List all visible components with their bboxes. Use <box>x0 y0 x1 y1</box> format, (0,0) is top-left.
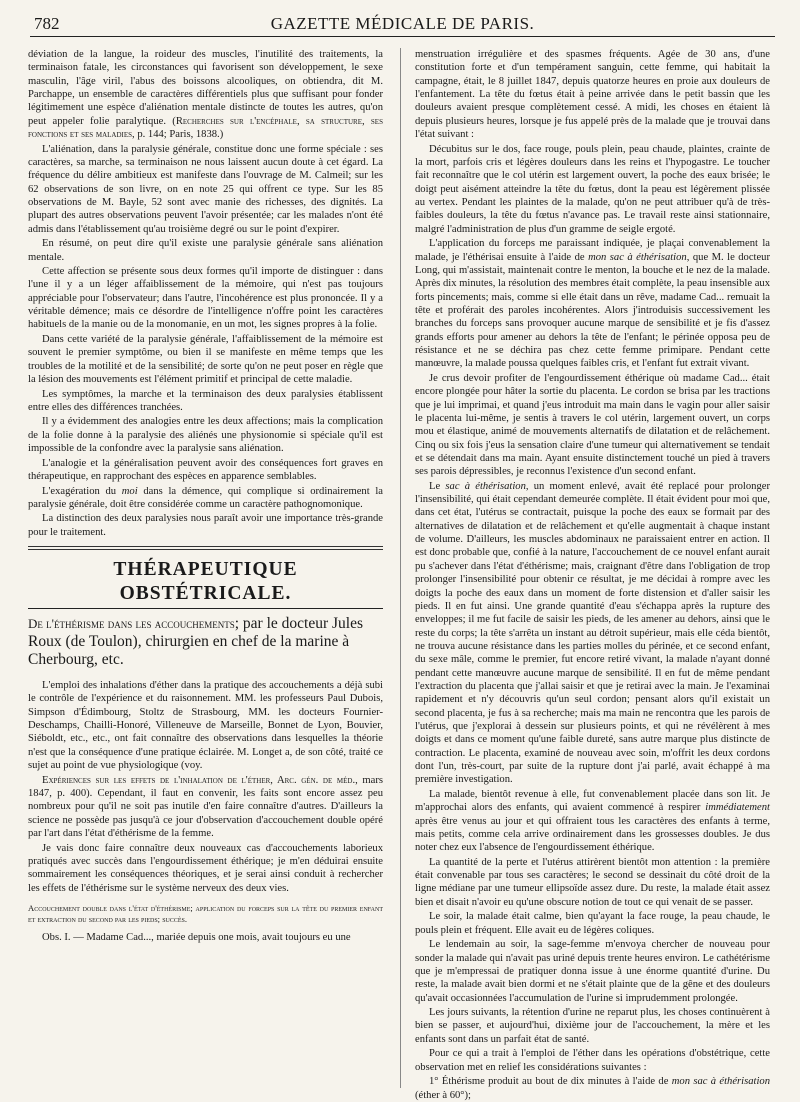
paragraph: menstruation irrégulière et des spasmes fréquents. Agée de 30 ans, d'une constitution forte et d'un tempérament sanguin, cette femme, qui habitait la campagne, était, le 8 juillet 1847, depuis quatorze heures en proie aux douleurs de l'enfantement. La tête du fœtus était à peine arrivée dans le petit bassin que les douleurs avaient presque complètement cessé. A midi, les choses en étaient là depuis plusieurs heures, lorsque je fus appelé près de la malade que je trouvai dans l'état suivant : <box>415 49 770 141</box>
reference: Recherches sur l'encéphale, sa structure, ses fonctions et ses maladies <box>28 115 383 141</box>
paragraph: déviation de la langue, la roideur des muscles, l'inutilité des traitements, la terminaison fatale, les circonstances qui favorisent son développement, le sexe masculin, l'âge viril, l'abus des boissons alcooliques, on obtiendra, dit M. Parchappe, un ensemble de caractères différentiels plus que suffisant pour fonder légitimement une espèce d'aliénation mentale distincte de toutes les autres, qu'on peut appeler folie paralytique. (Recherches sur l'encéphale, sa structure, ses fonctions et ses maladies, p. 144; Paris, 1838.) <box>28 49 383 141</box>
section-divider <box>28 546 383 550</box>
section-title: THÉRAPEUTIQUE OBSTÉTRICALE. <box>28 558 383 609</box>
paragraph: Le soir, la malade était calme, bien qu'ayant la face rouge, la peau chaude, le pouls plein et fréquent. Elle avait eu de légères coliques. <box>415 911 770 936</box>
paragraph: Il y a évidemment des analogies entre les deux affections; mais la complication de la folie donne à la paralysie des aliénés une physionomie si spéciale qu'il est impossible de la confondre avec la paralysie sans aliénation. <box>28 416 383 455</box>
paragraph: Le sac à éthérisation, un moment enlevé, avait été replacé pour prolonger l'insensibilité, qui était cependant demeurée complète. Il était évident pour moi que, dans cet état, l'utérus se contractait, puisque la poche des eaux se formait par des alternatives de dilatation et de relâchement et qu'elle augmentait à chaque instant de volume. D'ailleurs, les muscles abdominaux ne paraissaient entrer en action. Il est donc probable que, confié à la nature, l'accouchement de ce nouvel enfant aurait pu s'achever dans l'état d'éthérisme; mais, craignant d'être dans l'obligation de trop prolonger l'insensibilité pour obtenir ce résultat, je me décidai à rompre avec les doigts la poche des eaux dans un moment de forte distension et d'aller saisir les pieds. Il en fut ainsi. Une grande quantité d'eau s'échappa après la rupture des enveloppes; il me fut facile de saisir les pieds, de les amener au dehors, ainsi que le reste du corps; la tête s'arrêta un instant au détroit supérieur, mais elle céda bientôt, ne trouva aucune résistance dans les parties molles du périnée, et ce second enfant, du sexe mâle, comme le premier, fut encore retiré vivant, la malade n'ayant donné pendant cette manœuvre aucune marque de sensibilité. Il en fut de même pendant l'extraction du placenta que j'allai saisir et que je retirai avec la main. Je l'examinai rapidement et n'y découvris qu'un seul cordon; pensant alors qu'il existait un second placenta, je fus à sa recherche; mais ma main ne rencontra que les parois de l'utérus, que j'explorai à dessein sur plusieurs points, et qui ne révélèrent à mes doigts et dans ce moment qu'une faible dureté, sans autre marque plus distincte de contraction. Le placenta, examiné de nouveau avec soin, m'offrit les deux cordons dont l'un, très-court, par suite de la rupture dont j'ai parlé, avait échappé à ma première investigation. <box>415 480 770 786</box>
paragraph: L'exagération du moi dans la démence, qui complique si ordinairement la paralysie générale, doit être considérée comme un caractère pathognomonique. <box>28 485 383 510</box>
paragraph: Les symptômes, la marche et la terminaison des deux paralysies établissent entre elles des différences tranchées. <box>28 388 383 413</box>
left-column <box>28 48 383 1093</box>
paragraph: 1° Éthérisme produit au bout de dix minutes à l'aide de mon sac à éthérisation (éther à 60°); <box>415 1076 770 1101</box>
paragraph: La quantité de la perte et l'utérus attirèrent bientôt mon attention : la première était convenable par tous ses caractères; le second se dessinait du côté droit de la ligne médiane par une tumeur ellipsoïde assez dure. Du reste, la malade était assez bien et disait n'avoir eu qu'une obscure notion de tout ce qui venait de se passer. <box>415 856 770 908</box>
paragraph: Je vais donc faire connaître deux nouveaux cas d'accouchements laborieux pratiqués avec succès dans l'engourdissement éthérique; je m'en déduirai ensuite sommairement les conséquences théoriques, et je serai ainsi conduit à rechercher les effets de l'éthérisme sur le système nerveux des deux vies. <box>28 842 383 894</box>
paragraph: Je crus devoir profiter de l'engourdissement éthérique où madame Cad... était encore plongée pour hâter la sortie du placenta. Le cordon se brisa par les tractions que je lui imprimai, et quand j'eus introduit ma main dans le vagin pour aller saisir le placenta lui-même, je sentis à travers le col utérin, largement ouvert, un corps mou et élastique, animé de mouvements alternatifs de dilatation et de relâchement. Cinq ou six fois j'eus la sensation claire d'une tumeur qui alternativement se tendait et se détendait dans ma main. Ayant ensuite distinctement touché un pied à travers ses parois dépressibles, je reconnus l'existence d'un second enfant. <box>415 372 770 478</box>
paragraph: Pour ce qui a trait à l'emploi de l'éther dans les opérations d'obstétrique, cette observation met en relief les considérations suivantes : <box>415 1048 770 1073</box>
paragraph: Décubitus sur le dos, face rouge, pouls plein, peau chaude, plaintes, crainte de la mort, parfois cris et légères douleurs dans les reins et l'hypogastre. Le toucher fait reconnaître que le col utérin est largement ouvert, la poche des eaux brisée; le doigt peut aisément atteindre la tête du fœtus, dont la peau est légèrement plissée au vertex. Pendant les plaintes de la malade, qu'on ne peut attribuer qu'à de très-faibles douleurs, la tête du fœtus n'avance pas. Le travail reste ainsi stationnaire, malgré l'administration de plus d'un gramme de seigle ergoté. <box>415 143 770 235</box>
paragraph: Expériences sur les effets de l'inhalation de l'éther, Arc. gén. de méd., mars 1847, p. 400). Cependant, il faut en convenir, les faits sont encore assez peu nombreux pour qu'il ne soit pas inutile d'en faire connaître d'autres. D'ailleurs la science ne possède pas jusqu'à ce jour d'observation d'accouchement double opéré par l'art dans l'état d'éthérisme de la femme. <box>28 774 383 840</box>
paragraph: Obs. I. — Madame Cad..., mariée depuis one mois, avait toujours eu une <box>42 931 351 943</box>
paragraph: Cette affection se présente sous deux formes qu'il importe de distinguer : dans l'une il y a un léger affaiblissement de la mémoire, qui n'est pas toujours appréciable pour l'observateur; dans l'autre, l'incohérence est plus prononcée. Il y a véritable démence; mais ce désordre de l'intelligence n'offre point les caractères habituels de la manie ou de la monomanie, en un mot, les signes propres à la folie. <box>28 266 383 331</box>
paragraph: L'analogie et la généralisation peuvent avoir des conséquences fort graves en thérapeutique, en rapprochant des espèces en apparence semblables. <box>28 457 383 482</box>
paragraph: La malade, bientôt revenue à elle, fut convenablement placée dans son lit. Je m'approchai alors des enfants, qui avaient commencé à respirer immédiatement après être venus au jour et qui offraient tous les caractères des enfants à terme, mais petits, comme cela arrive ordinairement dans les grossesses doubles. Je dus noter chez eux l'absence de l'engourdissement éthérique. <box>415 788 770 854</box>
running-head: GAZETTE MÉDICALE DE PARIS. <box>270 14 535 33</box>
right-column <box>415 48 771 1101</box>
paragraph: L'application du forceps me paraissant indiquée, je plaçai convenablement la malade, je l'éthérisai ensuite à l'aide de mon sac à éthérisation, que M. le docteur Long, qui m'assistait, maintenait contre le menton, la bouche et le nez de la malade. Après dix minutes, la résolution des membres était complète, la peau insensible aux forts pincements; mais, comme si elle était dans un rêve, madame Cad... remuait la tête et proférait des paroles incohérentes. Alors j'introduisis successivement les branches du forceps sans provoquer aucune marque de sensibilité et je fis d'assez grands efforts pour amener au dehors la tête de l'enfant; le périnée opposa peu de résistance et ne se déchira pas chez cette femme primipare. Pendant cette manœuvre, la malade poussa quelques faibles cris, et l'enfant fut extrait vivant. <box>415 238 771 370</box>
paragraph: Dans cette variété de la paralysie générale, l'affaiblissement de la mémoire est souvent le premier symptôme, ou bien il se manifeste en même temps que les troubles de la motilité et de la sensibilité; de sorte qu'on ne peut poser en règle que la lésion des mouvements est l'élément primitif et principal de cette maladie. <box>28 333 383 385</box>
article-title: De l'éthérisme dans les accouchements; par le docteur Jules Roux (de Toulon), chirurgien en chef de la marine à Cherbourg, etc. <box>28 615 363 669</box>
paragraph: La distinction des deux paralysies nous paraît avoir une importance très-grande pour le traitement. <box>28 513 383 538</box>
paragraph: En résumé, on peut dire qu'il existe une paralysie générale sans aliénation mentale. <box>28 238 383 263</box>
case-heading: Accouchement double dans l'état d'éthérisme; application du forceps sur la tête du premier enfant et extraction du second par les pieds; succès. <box>28 902 383 924</box>
paragraph: L'aliénation, dans la paralysie générale, constitue donc une forme spéciale : ses caractères, sa marche, sa terminaison ne nous laissent aucun doute à cet égard. La fréquence du délire ambitieux est manifeste dans l'ouvrage de M. Calmeil; sur les 62 observations de son livre, on en note 25 qui offrent ce type. Sur les 85 observations de M. Bayle, 52 sont avec manie des richesses, des dignités. La plupart des autres observations peuvent l'avoir présentée; car les malades n'ont été admis dans l'établissement qu'au troisième degré ou sur le point d'expirer. <box>28 143 383 235</box>
paragraph: Le lendemain au soir, la sage-femme m'envoya chercher de nouveau pour sonder la malade qui n'avait pas uriné depuis trente heures environ. Le cathétérisme que je m'empressai de pratiquer donna issue à une énorme quantité d'urine. Du reste, la malade avait bien dormi et ne s'était plainte que de la gêne et des douleurs qu'avait occasionnées l'accumulation de l'urine si imprudemment prolongée. <box>415 939 770 1004</box>
page-header <box>30 10 775 37</box>
page-number: 782 <box>34 14 60 33</box>
paragraph: Les jours suivants, la rétention d'urine ne reparut plus, les choses continuèrent à bien se passer, et aujourd'hui, dixième jour de l'accouchement, la mère et les enfants sont dans un parfait état de santé. <box>415 1007 770 1045</box>
paragraph: L'emploi des inhalations d'éther dans la pratique des accouchements a déjà subi le contrôle de l'expérience et du raisonnement. MM. les professeurs Paul Dubois, Simpson d'Édimbourg, Stoltz de Strasbourg, MM. les docteurs Fournier-Deschamps, Chailli-Honoré, Villeneuve de Marseille, Bonnet de Lyon, Bouvier, Siéboldt, etc., etc., ont fait connaître des observations dans lesquelles la théorie n'est que la conséquence d'une pratique éclairée. M. Longet a, de son côté, traité ce sujet au point de vue physiologique (voy. <box>28 680 383 772</box>
column-divider <box>400 48 401 1088</box>
